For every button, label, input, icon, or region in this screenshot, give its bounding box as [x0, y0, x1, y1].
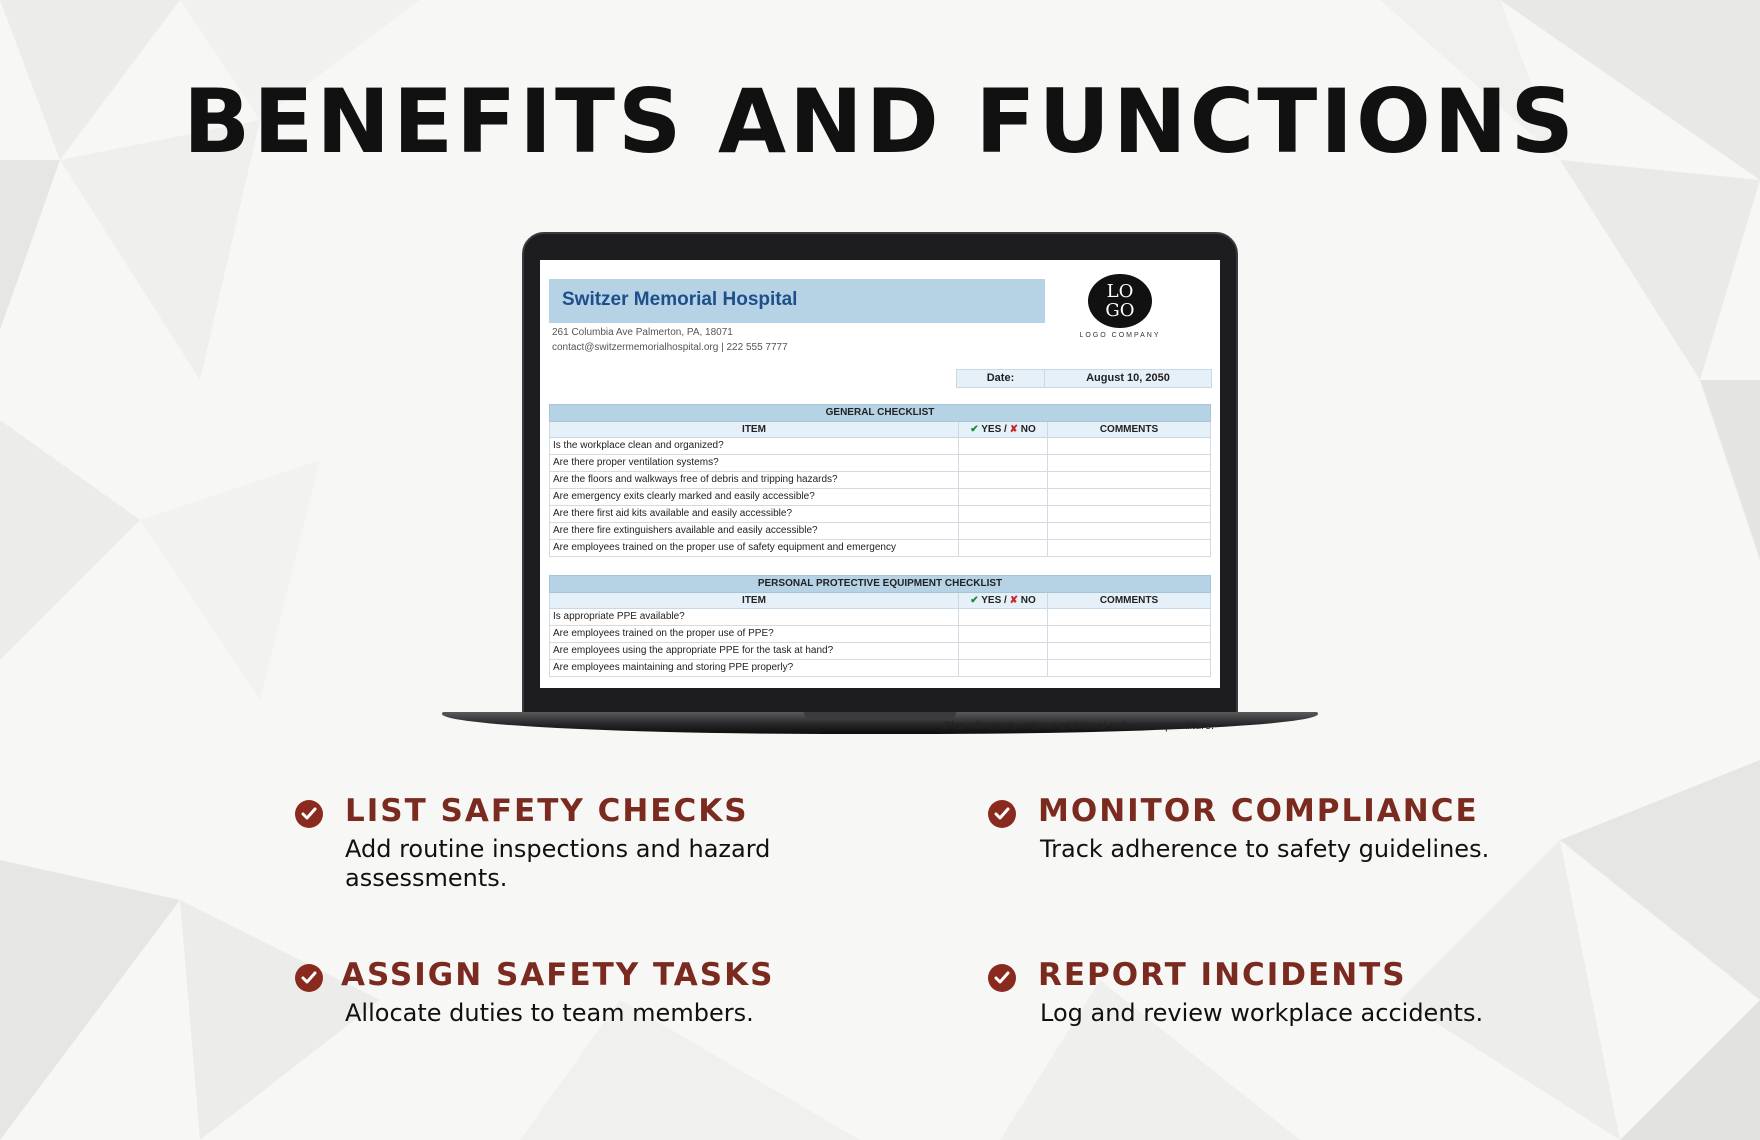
row-comments-cell[interactable]: [1048, 626, 1210, 642]
row-item: Are there first aid kits available and easily accessible?: [550, 506, 959, 522]
row-item: Are emergency exits clearly marked and easily accessible?: [550, 489, 959, 505]
col-item-header: ITEM: [550, 422, 959, 437]
feature-title: LIST SAFETY CHECKS: [345, 793, 749, 829]
feature-title: ASSIGN SAFETY TASKS: [341, 957, 775, 993]
feature-title: REPORT INCIDENTS: [1038, 957, 1407, 993]
hospital-contact: contact@switzermemorialhospital.org | 222 555 7777: [552, 342, 788, 353]
row-yes-no-cell[interactable]: [959, 455, 1048, 471]
feature-title: MONITOR COMPLIANCE: [1038, 793, 1479, 829]
row-item: Are employees maintaining and storing PPE properly?: [550, 660, 959, 676]
row-comments-cell[interactable]: [1048, 438, 1210, 454]
row-item: Are there proper ventilation systems?: [550, 455, 959, 471]
row-yes-no-cell[interactable]: [959, 438, 1048, 454]
row-yes-no-cell[interactable]: [959, 660, 1048, 676]
col-yes-label: YES /: [981, 595, 1007, 606]
row-item: Is appropriate PPE available?: [550, 609, 959, 625]
row-comments-cell[interactable]: [1048, 489, 1210, 505]
table-row: [549, 438, 1211, 455]
feature-description: Allocate duties to team members.: [345, 999, 754, 1027]
date-label: Date:: [956, 369, 1045, 388]
table-row: [549, 643, 1211, 660]
general-checklist-title: GENERAL CHECKLIST: [549, 404, 1211, 422]
row-comments-cell[interactable]: [1048, 660, 1210, 676]
col-comments-header: COMMENTS: [1099, 595, 1159, 606]
table-row: [549, 489, 1211, 506]
general-checklist-table: [549, 404, 1211, 557]
row-item: Is the workplace clean and organized?: [550, 438, 959, 454]
feature-description: Log and review workplace accidents.: [1040, 999, 1484, 1027]
col-no-label: NO: [1020, 424, 1036, 435]
col-yes-label: YES /: [981, 424, 1007, 435]
page-headline: BENEFITS AND FUNCTIONS: [183, 70, 1577, 173]
row-yes-no-cell[interactable]: [959, 489, 1048, 505]
table-row: [549, 472, 1211, 489]
row-comments-cell[interactable]: [1048, 455, 1210, 471]
feature-description: Add routine inspections and hazard assessments.: [345, 835, 771, 892]
col-comments-header: COMMENTS: [1099, 424, 1159, 435]
row-comments-cell[interactable]: [1048, 472, 1210, 488]
row-comments-cell[interactable]: [1048, 643, 1210, 659]
row-yes-no-cell[interactable]: [959, 626, 1048, 642]
check-circle-icon: [988, 800, 1016, 828]
hospital-name: Switzer Memorial Hospital: [562, 289, 798, 310]
laptop-screen: [540, 260, 1220, 688]
laptop-caption: Plan effectively without additional software expenditure.: [944, 720, 1215, 732]
row-yes-no-cell[interactable]: [959, 472, 1048, 488]
table-row: [549, 609, 1211, 626]
row-yes-no-cell[interactable]: [959, 523, 1048, 539]
row-comments-cell[interactable]: [1048, 506, 1210, 522]
row-comments-cell[interactable]: [1048, 523, 1210, 539]
laptop-hinge-notch: [804, 712, 956, 720]
col-item-header: ITEM: [550, 593, 959, 608]
check-circle-icon: [295, 964, 323, 992]
logo-line-1: LO: [1106, 281, 1134, 302]
date-row: [956, 369, 1212, 388]
table-row: [549, 506, 1211, 523]
logo-company-text: LOGO COMPANY: [1079, 332, 1161, 339]
checkmark-icon: ✔: [970, 595, 979, 606]
table-row: [549, 455, 1211, 472]
company-logo: [1088, 274, 1152, 328]
row-comments-cell[interactable]: [1048, 540, 1210, 556]
table-row: [549, 540, 1211, 557]
col-no-label: NO: [1020, 595, 1036, 606]
row-item: Are employees trained on the proper use of safety equipment and emergency: [550, 540, 959, 556]
row-item: Are the floors and walkways free of debris and tripping hazards?: [550, 472, 959, 488]
table-row: [549, 660, 1211, 677]
hospital-name-band: [549, 279, 1045, 323]
table-row: [549, 626, 1211, 643]
cross-icon: ✘: [1009, 424, 1018, 435]
col-yes-no-header: [959, 422, 1048, 437]
row-item: Are there fire extinguishers available and easily accessible?: [550, 523, 959, 539]
check-circle-icon: [988, 964, 1016, 992]
row-yes-no-cell[interactable]: [959, 540, 1048, 556]
cross-icon: ✘: [1009, 595, 1018, 606]
table-row: [549, 523, 1211, 540]
checkmark-icon: ✔: [970, 424, 979, 435]
row-item: Are employees using the appropriate PPE for the task at hand?: [550, 643, 959, 659]
row-item: Are employees trained on the proper use of PPE?: [550, 626, 959, 642]
ppe-checklist-table: [549, 575, 1211, 677]
feature-description: Track adherence to safety guidelines.: [1040, 835, 1490, 863]
row-yes-no-cell[interactable]: [959, 643, 1048, 659]
row-yes-no-cell[interactable]: [959, 506, 1048, 522]
col-yes-no-header: [959, 593, 1048, 608]
hospital-address: 261 Columbia Ave Palmerton, PA, 18071: [552, 327, 733, 338]
table-header: [549, 422, 1211, 438]
table-header: [549, 593, 1211, 609]
ppe-checklist-title: PERSONAL PROTECTIVE EQUIPMENT CHECKLIST: [549, 575, 1211, 593]
logo-line-2: GO: [1105, 300, 1135, 321]
check-circle-icon: [295, 800, 323, 828]
row-comments-cell[interactable]: [1048, 609, 1210, 625]
row-yes-no-cell[interactable]: [959, 609, 1048, 625]
date-value: August 10, 2050: [1045, 369, 1212, 388]
